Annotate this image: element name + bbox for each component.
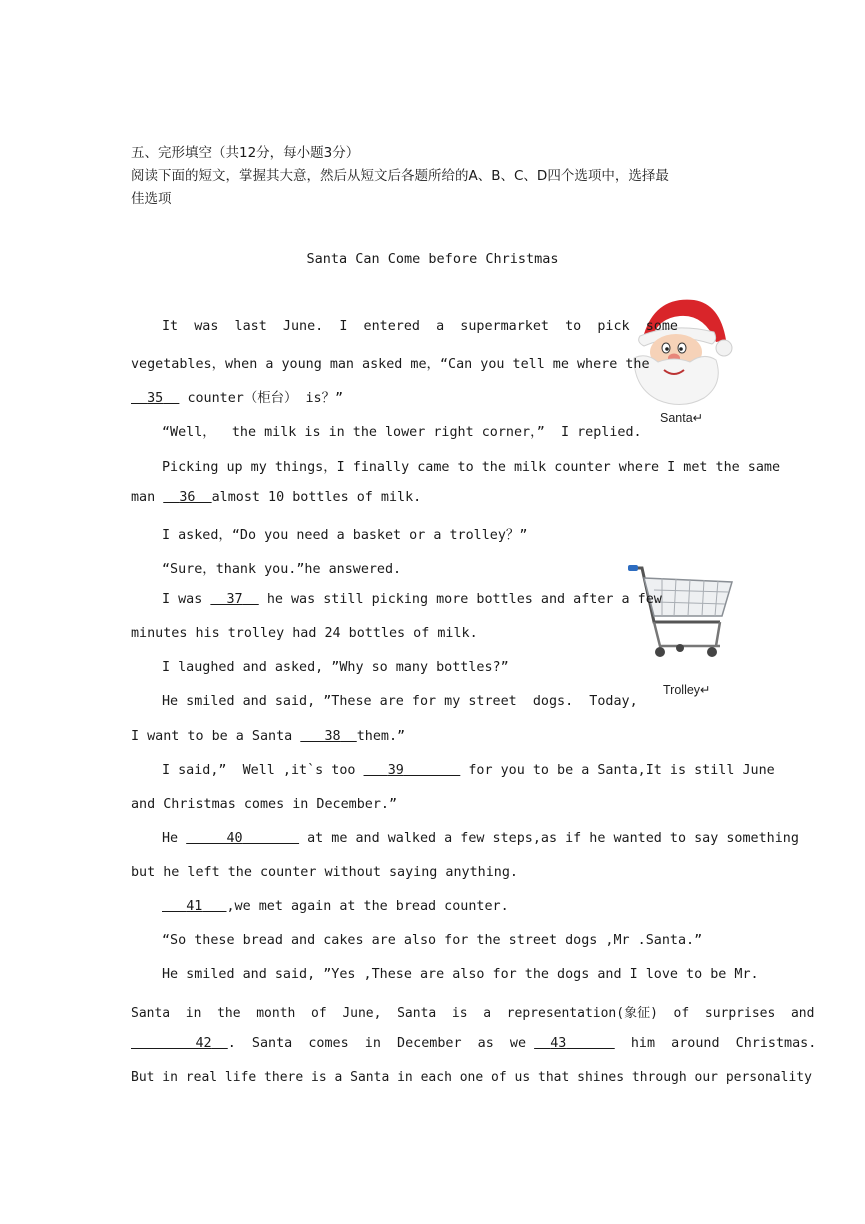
passage-text: he was still picking more bottles and after a few bbox=[266, 592, 662, 607]
passage-text: I want to be a Santa bbox=[131, 729, 293, 744]
passage-line bbox=[131, 490, 421, 505]
passage-line: and Christmas comes in December.” bbox=[131, 797, 398, 812]
passage-text: He bbox=[162, 831, 179, 846]
blank-42-number: 42 bbox=[195, 1036, 212, 1051]
blank-39-number: 39 bbox=[387, 763, 404, 778]
passage-line: “Sure，thank you.”he answered. bbox=[162, 562, 402, 577]
passage-text: . Santa comes in December as we bbox=[227, 1036, 527, 1051]
passage-title: Santa Can Come before Christmas bbox=[306, 251, 559, 267]
passage-line: It was last June. I entered a supermarket to pick some bbox=[162, 319, 678, 334]
blank-37-number: 37 bbox=[226, 592, 243, 607]
passage-line: I asked，“Do you need a basket or a trolley？” bbox=[162, 528, 528, 543]
passage-line: He smiled and said, ”These are for my street dogs. Today, bbox=[162, 694, 638, 709]
blank-41-number: 41 bbox=[186, 899, 203, 914]
passage-line: vegetables，when a young man asked me，“Can you tell me where the bbox=[131, 357, 650, 372]
passage-line: Picking up my things，I finally came to the milk counter where I met the same bbox=[162, 460, 781, 475]
passage-line: “So these bread and cakes are also for the street dogs ,Mr .Santa.” bbox=[162, 933, 703, 948]
passage-line bbox=[162, 899, 509, 914]
passage-text: I said,” Well ,it`s too bbox=[162, 763, 356, 778]
passage-text: man bbox=[131, 490, 156, 505]
passage-line: “Well， the milk is in the lower right corner，” I replied. bbox=[162, 425, 642, 440]
trolley-image bbox=[624, 560, 742, 670]
passage-text: I was bbox=[162, 592, 203, 607]
santa-image bbox=[624, 292, 736, 410]
santa-caption: Santa↵ bbox=[660, 411, 704, 425]
passage-line: I laughed and asked, ”Why so many bottles?” bbox=[162, 660, 509, 675]
trolley-caption: Trolley↵ bbox=[663, 683, 711, 697]
passage-line: minutes his trolley had 24 bottles of milk. bbox=[131, 626, 478, 641]
passage-line bbox=[162, 763, 775, 778]
passage-text: counter（柜台） is？” bbox=[187, 391, 344, 406]
passage-line bbox=[131, 1036, 816, 1051]
passage-text: for you to be a Santa,It is still June bbox=[468, 763, 775, 778]
blank-40-number: 40 bbox=[226, 831, 243, 846]
passage-line: He smiled and said, ”Yes ,These are also for the dogs and I love to be Mr. bbox=[162, 967, 759, 982]
section-heading: 五、完形填空（共12分，每小题3分） bbox=[131, 145, 360, 161]
blank-43-number: 43 bbox=[550, 1036, 567, 1051]
passage-text: at me and walked a few steps,as if he wanted to say something bbox=[307, 831, 799, 846]
blank-38-number: 38 bbox=[324, 729, 341, 744]
passage-text: him around Christmas. bbox=[630, 1036, 817, 1051]
passage-line: But in real life there is a Santa in each one of us that shines through our personality bbox=[131, 1070, 812, 1085]
passage-text: them.” bbox=[356, 729, 406, 744]
passage-line bbox=[131, 729, 405, 744]
section-instruction: 阅读下面的短文，掌握其大意，然后从短文后各题所给的A、B、C、D四个选项中，选择最 bbox=[131, 168, 669, 184]
passage-line bbox=[131, 387, 343, 406]
blank-36-number: 36 bbox=[179, 490, 196, 505]
passage-text: ,we met again at the bread counter. bbox=[226, 899, 509, 914]
passage-line bbox=[162, 592, 662, 607]
blank-35-number: 35 bbox=[147, 391, 164, 406]
passage-line: Santa in the month of June, Santa is a representation(象征) of surprises and bbox=[131, 1006, 815, 1021]
section-instruction-cont: 佳选项 bbox=[131, 191, 172, 207]
blank-35 bbox=[131, 391, 147, 406]
passage-line bbox=[162, 831, 799, 846]
passage-text: almost 10 bottles of milk. bbox=[211, 490, 422, 505]
passage-line: but he left the counter without saying anything. bbox=[131, 865, 518, 880]
